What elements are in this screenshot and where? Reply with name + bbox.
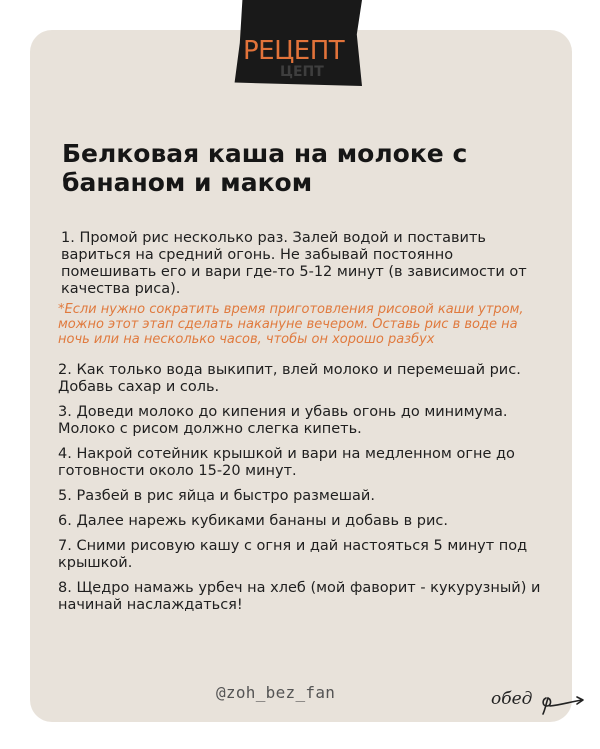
step-2: 2. Как только вода выкипит, влей молоко и перемешай рис. Добавь сахар и соль. bbox=[58, 362, 521, 395]
step-4: 4. Накрой сотейник крышкой и вари на медленном огне до готовности около 15-20 минут. bbox=[58, 446, 515, 479]
category-label: обед bbox=[491, 689, 533, 709]
recipe-steps bbox=[58, 230, 542, 622]
tape-title: РЕЦЕПТ bbox=[243, 36, 345, 66]
step-8: 8. Щедро намажь урбеч на хлеб (мой фаворит - кукурузный) и начинай наслаждаться! bbox=[58, 580, 541, 613]
tape-subtitle: ЦЕПТ bbox=[280, 64, 324, 80]
author-handle: @zoh_bez_fan bbox=[216, 683, 336, 702]
swirl-arrow-icon bbox=[540, 692, 586, 716]
step-6: 6. Далее нарежь кубиками бананы и добавь в рис. bbox=[58, 513, 448, 529]
step-1: 1. Промой рис несколько раз. Залей водой и поставить вариться на средний огонь. Не забывай постоянно помешивать его и вари где-то 5-12 минут (в зависимости от качества риса). bbox=[61, 230, 527, 297]
recipe-title: Белковая каша на молоке с бананом и маком bbox=[62, 139, 468, 197]
step-5: 5. Разбей в рис яйца и быстро размешай. bbox=[58, 488, 375, 504]
step-7: 7. Сними рисовую кашу с огня и дай настояться 5 минут под крышкой. bbox=[58, 538, 528, 571]
step-3: 3. Доведи молоко до кипения и убавь огонь до минимума. Молоко с рисом должно слегка кипеть. bbox=[58, 404, 508, 437]
step-note: *Если нужно сократить время приготовления рисовой каши утром, можно этот этап сделать накануне вечером. Оставь рис в воде на ночь или на несколько часов, чтобы он хорошо разбух bbox=[58, 302, 524, 347]
